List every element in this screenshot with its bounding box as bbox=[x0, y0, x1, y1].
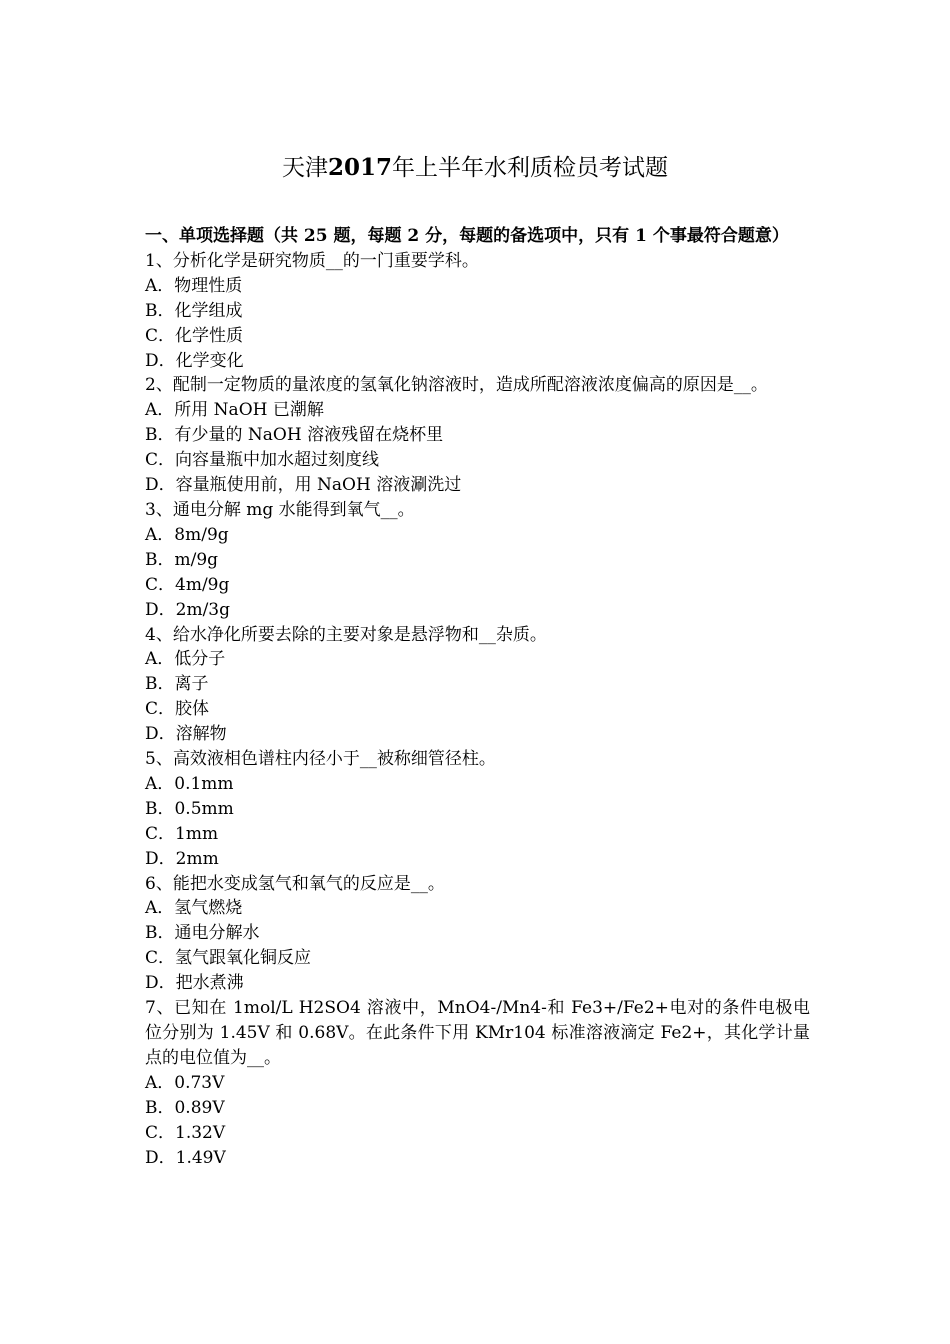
answer-option: C．向容量瓶中加水超过刻度线 bbox=[145, 450, 380, 471]
answer-option: B．离子 bbox=[145, 674, 209, 695]
answer-option: A．低分子 bbox=[145, 649, 226, 670]
document-body bbox=[145, 224, 810, 1170]
answer-option: A．氢气燃烧 bbox=[145, 898, 243, 919]
answer-option: B．有少量的 NaOH 溶液残留在烧杯里 bbox=[145, 425, 444, 446]
question-stem: 1、分析化学是研究物质__的一门重要学科。 bbox=[145, 250, 479, 271]
question-block bbox=[145, 623, 810, 748]
answer-option: A．所用 NaOH 已潮解 bbox=[145, 400, 324, 421]
answer-option: C．4m/9g bbox=[145, 574, 230, 595]
answer-option: D．化学变化 bbox=[145, 350, 244, 371]
question-list bbox=[145, 249, 810, 1171]
question-stem: 5、高效液相色谱柱内径小于__被称细管径柱。 bbox=[145, 749, 496, 770]
answer-option: B．0.5mm bbox=[145, 798, 234, 819]
answer-option: D．容量瓶使用前，用 NaOH 溶液涮洗过 bbox=[145, 475, 462, 496]
answer-option: D．2m/3g bbox=[145, 599, 230, 620]
question-block bbox=[145, 747, 810, 872]
question-block bbox=[145, 249, 810, 374]
answer-option: C．1mm bbox=[145, 823, 219, 844]
title-year: 2017 bbox=[327, 154, 392, 181]
answer-option: D．2mm bbox=[145, 848, 219, 869]
answer-option: C．氢气跟氧化铜反应 bbox=[145, 948, 312, 969]
section-heading: 一、单项选择题（共 25 题，每题 2 分，每题的备选项中，只有 1 个事最符合题意） bbox=[145, 226, 789, 246]
answer-option: B．化学组成 bbox=[145, 300, 243, 321]
answer-option: B．通电分解水 bbox=[145, 923, 260, 944]
answer-option: B．0.89V bbox=[145, 1097, 225, 1118]
document-title bbox=[0, 150, 950, 186]
answer-option: D．溶解物 bbox=[145, 724, 227, 745]
question-stem: 4、给水净化所要去除的主要对象是悬浮物和__杂质。 bbox=[145, 624, 547, 645]
title-suffix: 年上半年水利质检员考试题 bbox=[392, 155, 668, 181]
question-stem: 3、通电分解 mg 水能得到氧气__。 bbox=[145, 499, 415, 520]
question-stem: 2、配制一定物质的量浓度的氢氧化钠溶液时，造成所配溶液浓度偏高的原因是__。 bbox=[145, 375, 768, 396]
answer-option: C．胶体 bbox=[145, 699, 210, 720]
answer-option: D．把水煮沸 bbox=[145, 973, 244, 994]
question-block bbox=[145, 996, 810, 1170]
title-prefix: 天津 bbox=[281, 155, 328, 181]
answer-option: A．0.1mm bbox=[145, 773, 234, 794]
question-stem: 7、已知在 1mol/L H2SO4 溶液中，MnO4-/Mn4-和 Fe3+/Fe2+电对的条件电极电位分别为 1.45V 和 0.68V。在此条件下用 KMr104 标准溶液滴定 Fe2+，其化学计量点的电位值为__。 bbox=[145, 998, 810, 1068]
answer-option: A．0.73V bbox=[145, 1072, 225, 1093]
question-block bbox=[145, 498, 810, 623]
question-block bbox=[145, 872, 810, 997]
answer-option: C．1.32V bbox=[145, 1122, 226, 1143]
question-stem: 6、能把水变成氢气和氧气的反应是__。 bbox=[145, 873, 445, 894]
question-block bbox=[145, 373, 810, 498]
answer-option: A．物理性质 bbox=[145, 275, 243, 296]
answer-option: B．m/9g bbox=[145, 549, 219, 570]
answer-option: D．1.49V bbox=[145, 1147, 226, 1168]
answer-option: A．8m/9g bbox=[145, 524, 229, 545]
answer-option: C．化学性质 bbox=[145, 325, 244, 346]
